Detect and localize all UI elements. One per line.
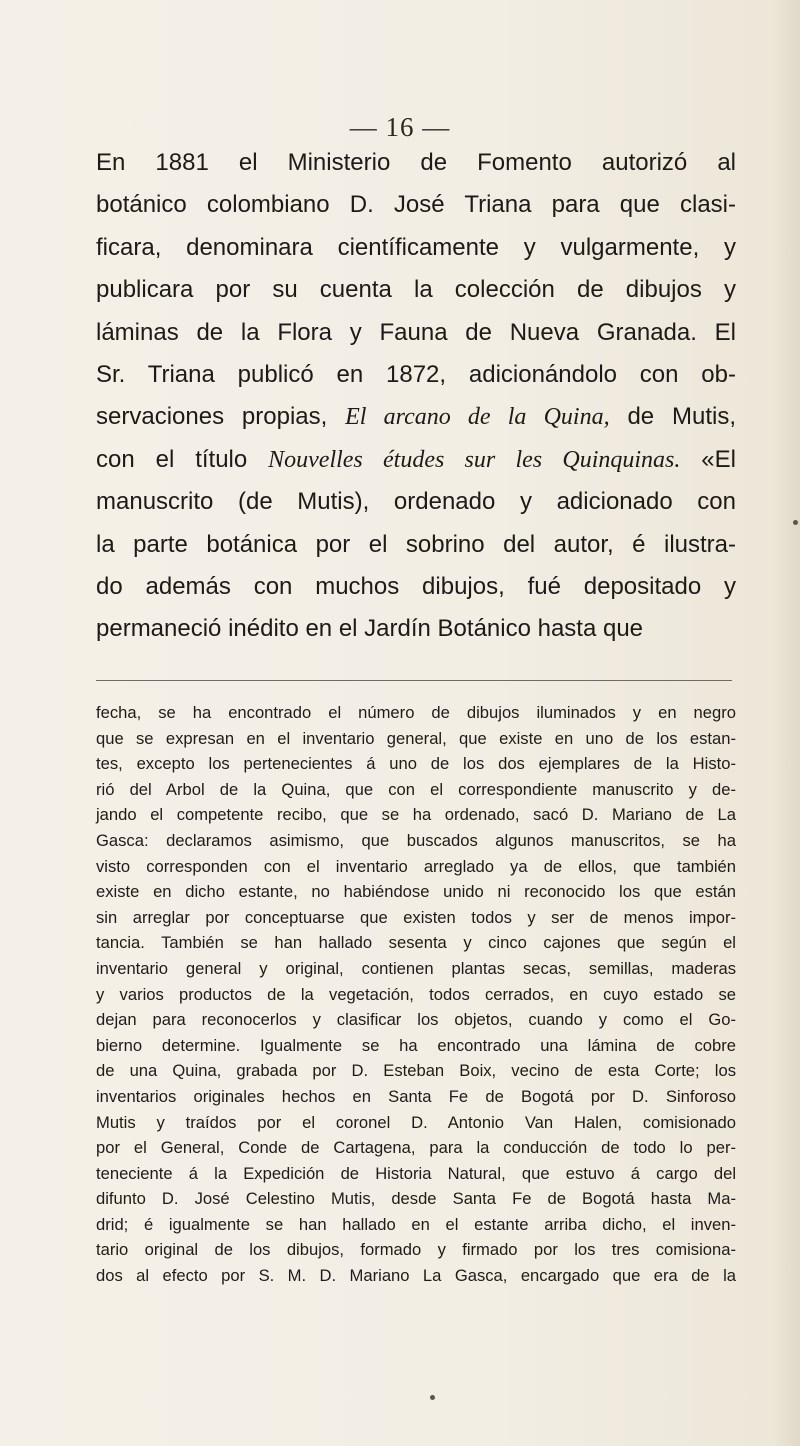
footnote-line-8: existe en dicho estante, no habiéndose unido ni reconocido los que están bbox=[96, 882, 736, 902]
footnote-divider bbox=[96, 680, 732, 681]
footnote-text bbox=[96, 700, 736, 1289]
book-title-el-arcano: El arcano de la Quina, bbox=[345, 404, 610, 431]
page-edge-shadow bbox=[774, 0, 800, 1446]
body-line-6: Sr. Triana publicó en 1872, adicionándolo con ob- bbox=[96, 361, 736, 389]
body-line-2: botánico colombiano D. José Triana para que clasi- bbox=[96, 191, 736, 219]
body-line-9: manuscrito (de Mutis), ordenado y adicionado con bbox=[96, 488, 736, 516]
body-line-11: do además con muchos dibujos, fué depositado y bbox=[96, 573, 736, 601]
body-line-4: publicara por su cuenta la colección de dibujos y bbox=[96, 276, 736, 304]
footnote-line-21: drid; é igualmente se han hallado en el estante arriba dicho, el inven- bbox=[96, 1214, 736, 1234]
footnote-line-17: Mutis y traídos por el coronel D. Antonio Van Halen, comisionado bbox=[96, 1112, 736, 1132]
body-line-3: ficara, denominara científicamente y vulgarmente, y bbox=[96, 233, 736, 261]
footnote-line-12: y varios productos de la vegetación, todos cerrados, en cuyo estado se bbox=[96, 984, 736, 1004]
body-line-7 bbox=[96, 396, 736, 438]
footnote-line-15: de una Quina, grabada por D. Esteban Boix, vecino de esta Corte; los bbox=[96, 1061, 736, 1081]
footnote-line-11: inventario general y original, contienen plantas secas, semillas, maderas bbox=[96, 958, 736, 978]
body-line-7-start: servaciones propias, bbox=[96, 403, 328, 431]
footnote-line-23: dos al efecto por S. M. D. Mariano La Gasca, encargado que era de la bbox=[96, 1266, 736, 1286]
footnote-line-9: sin arreglar por conceptuarse que existen todos y ser de menos impor- bbox=[96, 907, 736, 927]
book-title-nouvelles-etudes: Nouvelles études sur les Quinquinas. bbox=[268, 446, 681, 473]
footnote-line-16: inventarios originales hechos en Santa Fe de Bogotá por D. Sinforoso bbox=[96, 1086, 736, 1106]
footnote-line-2: que se expresan en el inventario general, que existe en uno de los estan- bbox=[96, 728, 736, 748]
body-line-7-end: de Mutis, bbox=[627, 403, 736, 431]
body-line-12: permaneció inédito en el Jardín Botánico hasta que bbox=[96, 615, 644, 643]
footnote-line-10: tancia. También se han hallado sesenta y cinco cajones que según el bbox=[96, 933, 736, 953]
body-line-8-end: «El bbox=[701, 445, 736, 473]
footnote-line-5: jando el competente recibo, que se ha ordenado, sacó D. Mariano de La bbox=[96, 805, 736, 825]
footnote-line-3: tes, excepto los pertenecientes á uno de los dos ejemplares de la Histo- bbox=[96, 754, 736, 774]
footnote-line-19: teneciente á la Expedición de Historia Natural, que estuvo á cargo del bbox=[96, 1163, 736, 1183]
footnote-line-22: tario original de los dibujos, formado y firmado por los tres comisiona- bbox=[96, 1240, 736, 1260]
footnote-line-13: dejan para reconocerlos y clasificar los objetos, cuando y como el Go- bbox=[96, 1010, 736, 1030]
body-line-5: láminas de la Flora y Fauna de Nueva Granada. El bbox=[96, 318, 736, 346]
body-line-1: En 1881 el Ministerio de Fomento autorizó al bbox=[96, 149, 736, 176]
footnote-line-1: fecha, se ha encontrado el número de dibujos iluminados y en negro bbox=[96, 703, 736, 722]
footnote-line-18: por el General, Conde de Cartagena, para la conducción de todo lo per- bbox=[96, 1138, 736, 1158]
footnote-line-7: visto corresponden con el inventario arreglado ya de ellos, que también bbox=[96, 856, 736, 876]
footnote-line-4: rió del Arbol de la Quina, que con el correspondiente manuscrito y de- bbox=[96, 779, 736, 799]
paper-speck-1 bbox=[793, 520, 798, 525]
footnote-line-6: Gasca: declaramos asimismo, que buscados algunos manuscritos, se ha bbox=[96, 830, 736, 850]
footnote-line-14: bierno determine. Igualmente se ha encontrado una lámina de cobre bbox=[96, 1035, 736, 1055]
paper-speck-2 bbox=[430, 1395, 435, 1400]
main-body-text bbox=[96, 142, 736, 651]
body-line-8-start: con el título bbox=[96, 445, 248, 473]
footnote-line-20: difunto D. José Celestino Mutis, desde Santa Fe de Bogotá hasta Ma- bbox=[96, 1189, 736, 1209]
page-number: — 16 — bbox=[349, 112, 451, 142]
body-line-8 bbox=[96, 439, 736, 481]
body-line-10: la parte botánica por el sobrino del autor, é ilustra- bbox=[96, 530, 736, 558]
